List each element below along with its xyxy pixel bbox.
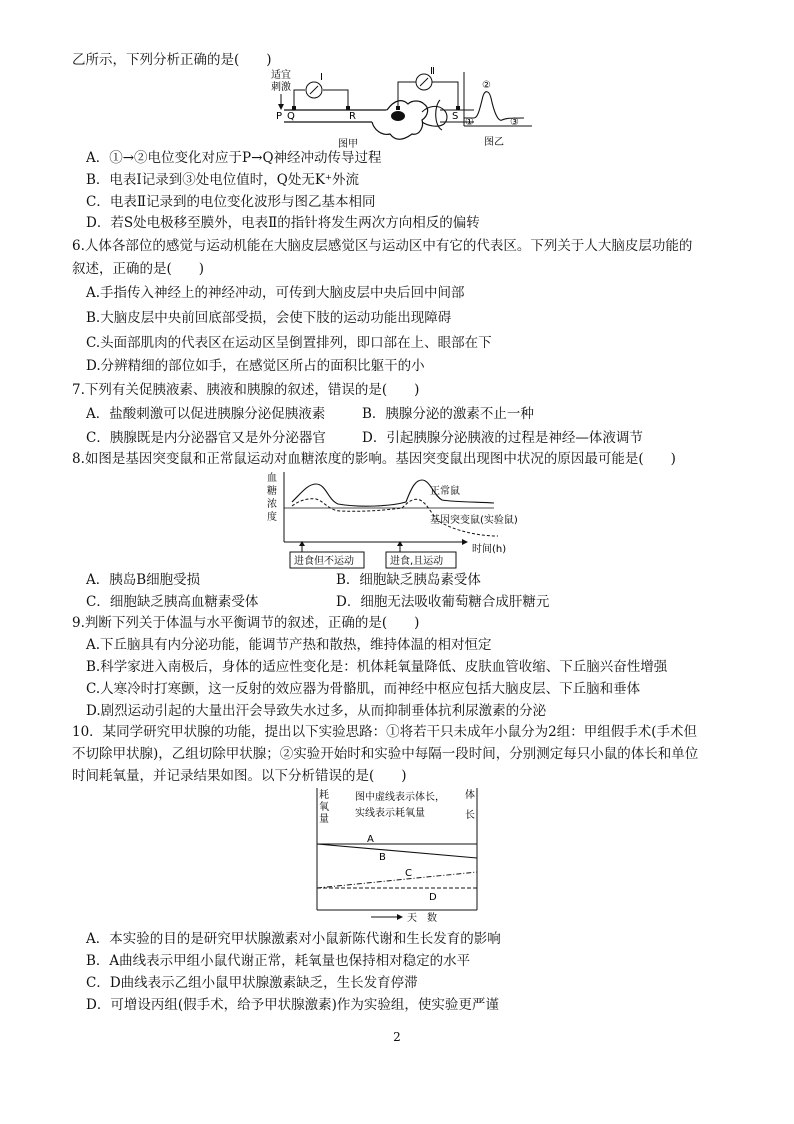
q7-option-b: B．胰腺分泌的激素不止一种	[362, 406, 534, 422]
x-axis-label-days: 天 数	[407, 913, 437, 924]
q6-option-b: B.大脑皮层中央前回底部受损，会使下肢的运动功能出现障碍	[86, 310, 452, 326]
q8-stem: 8.如图是基因突变鼠和正常鼠运动对血糖浓度的影响。基因突变鼠出现图中状况的原因最可能是( )	[72, 451, 676, 467]
intro-line: 乙所示，下列分析正确的是( )	[72, 52, 272, 68]
y-label-3: 浓	[267, 499, 277, 510]
y-left-label-3: 量	[319, 814, 329, 825]
figure-thyroid-experiment	[315, 786, 485, 922]
point-R-label: R	[349, 111, 356, 122]
curve-point-2: ②	[482, 80, 491, 91]
q10-stem-line-2: 不切除甲状腺)，乙组切除甲状腺；②实验开始时和实验中每隔一段时间，分别测定每只小鼠的体长和单位	[72, 746, 699, 762]
q7-option-a: A．盐酸刺激可以促进胰腺分泌促胰液素	[86, 406, 326, 422]
point-P-label: P	[276, 111, 283, 122]
caption-figure-b: 图乙	[484, 137, 504, 148]
q8-option-d: D．细胞无法吸收葡萄糖合成肝糖元	[336, 594, 550, 610]
q9-option-a: A.下丘脑具有内分泌功能，能调节产热和散热，维持体温的相对恒定	[86, 637, 492, 653]
curve-point-1: ①	[465, 117, 474, 128]
curve-B-label: B	[379, 852, 386, 863]
caption-figure-a: 图甲	[338, 139, 358, 150]
q7-option-c: C．胰腺既是内分泌器官又是外分泌器官	[86, 430, 326, 446]
meter-1-label: Ⅰ	[320, 72, 323, 83]
stimulus-label-2: 刺激	[271, 82, 291, 93]
curve-point-3: ③	[510, 117, 519, 128]
q10-option-b: B．A曲线表示甲组小鼠代谢正常，耗氧量也保持相对稳定的水平	[86, 953, 471, 969]
box-eat-exercise: 进食,且运动	[390, 556, 444, 567]
y-right-label-2: 长	[465, 810, 475, 821]
stimulus-label-1: 适宜	[271, 70, 291, 81]
q5-option-b: B．电表Ⅰ记录到③处电位值时，Q处无K⁺外流	[86, 172, 360, 188]
q10-option-d: D．可增设丙组(假手术，给予甲状腺激素)作为实验组，使实验更严谨	[86, 997, 499, 1013]
q5-option-c: C．电表Ⅱ记录到的电位变化波形与图乙基本相同	[86, 194, 376, 210]
normal-mouse-label: 正常鼠	[430, 486, 460, 497]
page-number: 2	[393, 1030, 401, 1044]
y-label-2: 糖	[267, 486, 277, 497]
figure-nerve-potential	[262, 68, 552, 150]
legend-line-1: 图中虚线表示体长，	[355, 792, 445, 803]
legend-line-2: 实线表示耗氧量	[355, 808, 425, 819]
q6-option-d: D.分辨精细的部位如手，在感觉区所占的面积比躯干的小	[86, 358, 425, 374]
point-S-label: S	[452, 111, 459, 122]
figure-blood-glucose	[262, 470, 542, 572]
q8-option-b: B．细胞缺乏胰岛素受体	[336, 572, 481, 588]
x-axis-label: 时间(h)	[472, 544, 507, 555]
y-label-1: 血	[267, 473, 277, 484]
q10-option-c: C．D曲线表示乙组小鼠甲状腺激素缺乏，生长发育停滞	[86, 975, 418, 991]
q10-stem-line-1: 10．某同学研究甲状腺的功能，提出以下实验思路：①将若干只未成年小鼠分为2组：甲组假手术(手术但	[72, 724, 698, 740]
meter-2-label: Ⅱ	[430, 66, 435, 77]
q6-option-c: C.头面部肌肉的代表区在运动区呈倒置排列，即口部在上、眼部在下	[86, 335, 492, 351]
y-left-label-1: 耗	[319, 790, 329, 801]
y-label-4: 度	[267, 512, 277, 523]
q7-stem: 7.下列有关促胰液素、胰液和胰腺的叙述，错误的是( )	[72, 382, 420, 398]
q10-stem-line-3: 时间耗氧量，并记录结果如图。以下分析错误的是( )	[72, 768, 407, 784]
point-Q-label: Q	[287, 111, 295, 122]
q6-stem-line-2: 叙述，正确的是( )	[72, 261, 205, 277]
curve-A-label: A	[367, 834, 374, 845]
q5-option-d: D．若S处电极移至膜外，电表Ⅱ的指针将发生两次方向相反的偏转	[86, 215, 480, 231]
box-eat-no-exercise: 进食但不运动	[294, 556, 354, 567]
q6-stem-line-1: 6.人体各部位的感觉与运动机能在大脑皮层感觉区与运动区中有它的代表区。下列关于人大脑皮层功能的	[72, 238, 693, 254]
q5-option-a: A．①→②电位变化对应于P→Q神经冲动传导过程	[86, 150, 382, 166]
q9-stem: 9.判断下列关于体温与水平衡调节的叙述，正确的是( )	[72, 615, 420, 631]
y-left-label-2: 氧	[319, 802, 329, 813]
q9-option-d: D.剧烈运动引起的大量出汗会导致失水过多，从而抑制垂体抗利尿激素的分泌	[86, 703, 547, 719]
y-right-label-1: 体	[465, 790, 475, 801]
q7-option-d: D．引起胰腺分泌胰液的过程是神经—体液调节	[362, 430, 643, 446]
q6-option-a: A.手指传入神经上的神经冲动，可传到大脑皮层中央后回中间部	[86, 285, 465, 301]
q8-option-a: A．胰岛B细胞受损	[86, 572, 201, 588]
q8-option-c: C．细胞缺乏胰高血糖素受体	[86, 594, 259, 610]
q9-option-c: C.人寒冷时打寒颤，这一反射的效应器为骨骼肌，而神经中枢应包括大脑皮层、下丘脑和垂体	[86, 681, 641, 697]
mutant-mouse-label: 基因突变鼠(实验鼠)	[430, 515, 518, 526]
curve-C-label: C	[405, 868, 412, 879]
q10-option-a: A．本实验的目的是研究甲状腺激素对小鼠新陈代谢和生长发育的影响	[86, 931, 501, 947]
q9-option-b: B.科学家进入南极后，身体的适应性变化是：机体耗氧量降低、皮肤血管收缩、下丘脑兴奋性增强	[86, 659, 668, 675]
curve-D-label: D	[429, 892, 437, 903]
